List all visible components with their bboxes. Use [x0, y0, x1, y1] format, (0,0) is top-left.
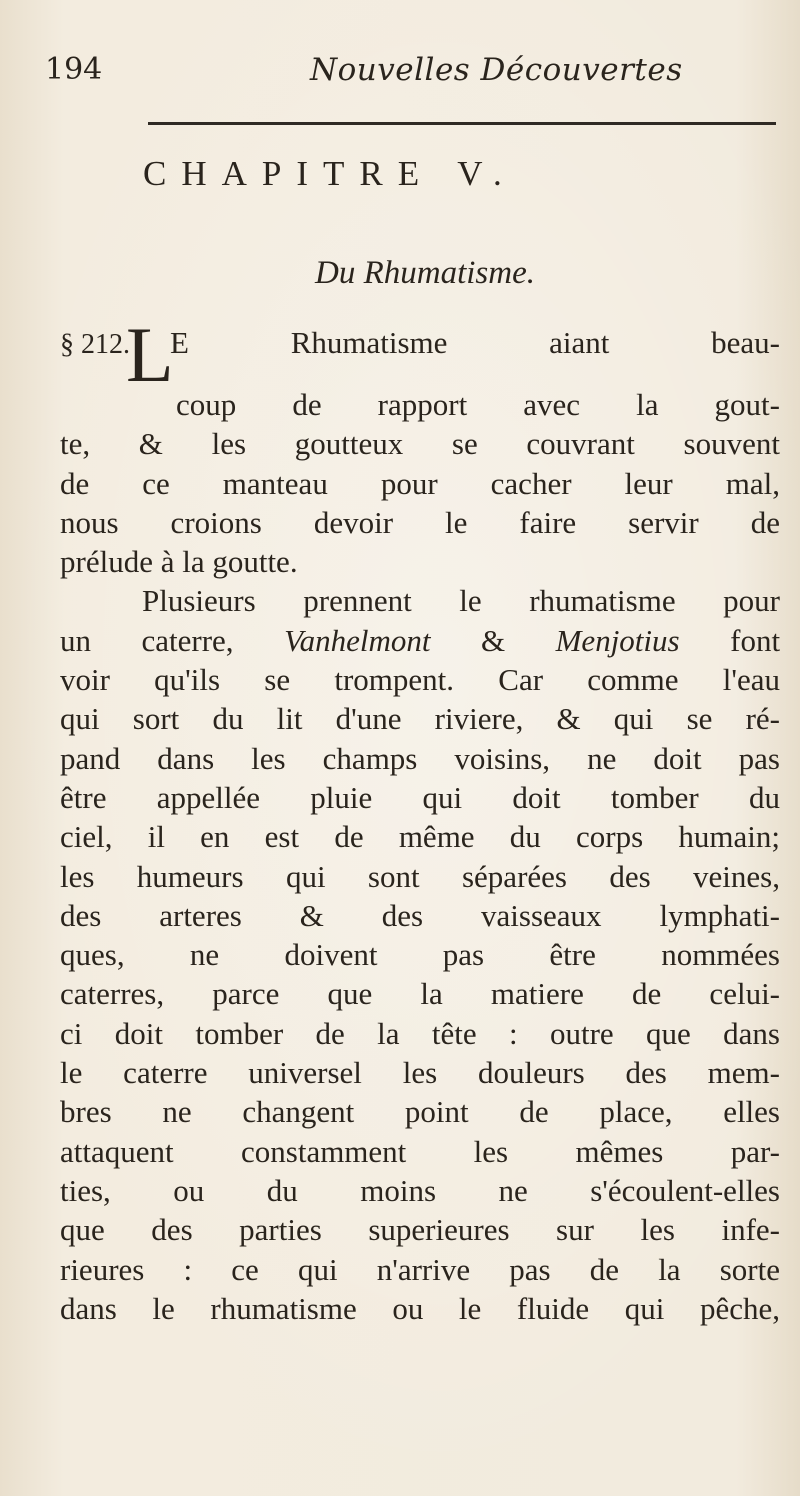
chapter-heading: CHAPITRE V.: [143, 154, 517, 193]
text-line-content: E Rhumatisme aiant beau-: [170, 325, 780, 360]
header-rule: [148, 122, 776, 125]
text-line: ques, ne doivent pas être nommées: [60, 937, 780, 973]
body-text: [60, 311, 781, 1328]
text-line: [60, 621, 780, 660]
text-fragment: &: [480, 622, 506, 658]
text-line: prélude à la goutte.: [60, 544, 298, 580]
section-number: § 212.: [60, 329, 130, 360]
text-line: Plusieurs prennent le rhumatisme pour: [142, 583, 780, 619]
text-line: attaquent constamment les mêmes par-: [60, 1133, 780, 1169]
text-line: voir qu'ils se trompent. Car comme l'eau: [60, 662, 780, 698]
text-line: pand dans les champs voisins, ne doit pas: [60, 740, 780, 776]
text-line: ties, ou du moins ne s'écoulent-elles: [60, 1172, 780, 1208]
drop-cap: L: [126, 311, 174, 398]
running-title: Nouvelles Découvertes: [310, 52, 683, 88]
text-line: [60, 311, 780, 398]
text-fragment: font: [730, 622, 781, 658]
text-line: le caterre universel les douleurs des mem-: [60, 1055, 780, 1091]
text-line: te, & les goutteux se couvrant souvent: [60, 426, 780, 462]
text-line: rieures : ce qui n'arrive pas de la sorte: [60, 1251, 780, 1287]
text-fragment: un caterre,: [60, 622, 234, 658]
author-name: Menjotius: [555, 622, 680, 658]
text-line: de ce manteau pour cacher leur mal,: [60, 465, 780, 501]
author-name: Vanhelmont: [284, 622, 431, 658]
text-line: coup de rapport avec la gout-: [176, 387, 780, 422]
text-line: que des parties superieures sur les infe-: [60, 1212, 780, 1248]
text-line: les humeurs qui sont séparées des veines,: [60, 858, 780, 894]
text-line: ciel, il en est de même du corps humain;: [60, 819, 780, 855]
chapter-subtitle: Du Rhumatisme.: [315, 255, 535, 291]
text-line: ci doit tomber de la tête : outre que dans: [60, 1015, 780, 1051]
text-line: des arteres & des vaisseaux lymphati-: [60, 897, 780, 933]
text-line: nous croions devoir le faire servir de: [60, 504, 780, 540]
text-line: dans le rhumatisme ou le fluide qui pêche,: [60, 1290, 780, 1326]
text-line: bres ne changent point de place, elles: [60, 1094, 780, 1130]
running-head: [45, 52, 760, 100]
text-line: être appellée pluie qui doit tomber du: [60, 779, 780, 815]
text-line: caterres, parce que la matiere de celui-: [60, 976, 780, 1012]
page-number: 194: [45, 52, 103, 87]
text-line: qui sort du lit d'une riviere, & qui se ré-: [60, 701, 780, 737]
